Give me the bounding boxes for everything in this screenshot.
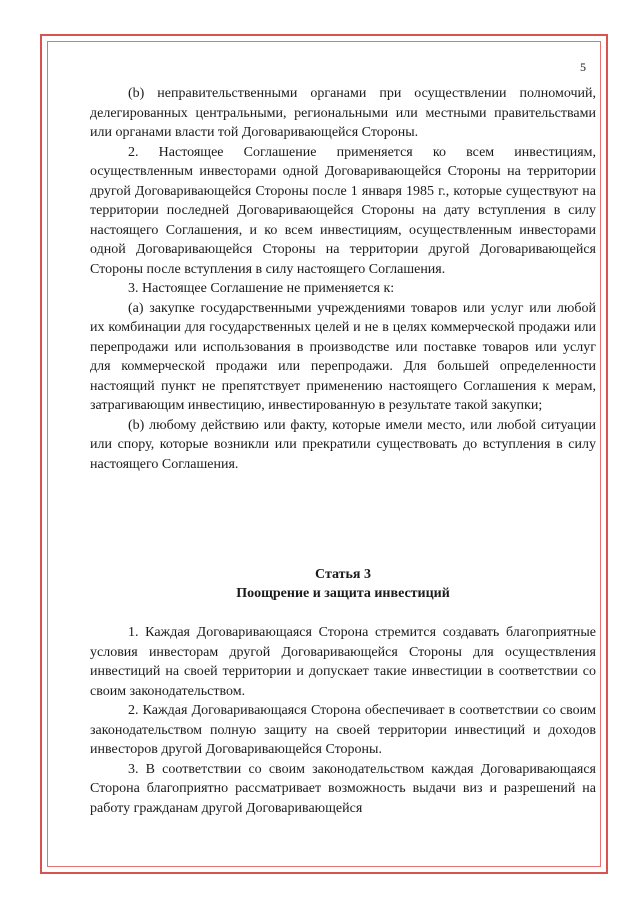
article3-paragraph-2: 2. Каждая Договаривающаяся Сторона обеспечивает в соответствии со своим законодательством полную защиту на своей территории инвестиций и доходов инвесторов другой Договаривающейся Стороны. bbox=[90, 703, 596, 757]
document-body-top bbox=[90, 84, 596, 474]
article3-paragraph-3: 3. В соответствии со своим законодательством каждая Договаривающаяся Сторона благоприятно рассматривает возможность выдачи виз и разрешений на работу гражданам другой Договаривающейся bbox=[90, 761, 596, 816]
article3-paragraph-1: 1. Каждая Договаривающаяся Сторона стремится создавать благоприятные условия инвесторам другой Договаривающейся Стороны для осуществления инвестиций на своей территории и допускает такие инвестиции в соответствии со своим законодательством. bbox=[90, 625, 596, 699]
article-title: Поощрение и защита инвестиций bbox=[236, 586, 450, 601]
paragraph-3b: (b) любому действию или факту, которые имели место, или любой ситуации или спору, которые возникли или прекратили существовать до вступления в силу настоящего Соглашения. bbox=[90, 417, 596, 472]
paragraph-2: 2. Настоящее Соглашение применяется ко всем инвестициям, осуществленным инвесторами одной Договаривающейся Стороны на территории другой Договаривающейся Стороны после 1 января 1985 г., которые существуют на территории последней Договаривающейся Стороны на дату вступления в силу настоящего Соглашения, и ко всем инвестициям, осуществленным инвесторами одной Договаривающейся Стороны на территории другой Договаривающейся Стороны после вступления в силу настоящего Соглашения. bbox=[90, 144, 596, 277]
document-body-bottom bbox=[90, 623, 596, 818]
paragraph-3: 3. Настоящее Соглашение не применяется к: bbox=[128, 281, 395, 296]
paragraph-1b: (b) неправительственными органами при осуществлении полномочий, делегированных центральными, региональными или местными правительствами или органами власти той Договаривающейся Стороны. bbox=[90, 86, 596, 140]
paragraph-3a: (a) закупке государственными учреждениями товаров или услуг или любой их комбинации для государственных целей и не в целях коммерческой продажи или перепродажи или использования в производстве или поставке товаров или услуг для коммерческой продажи или перепродажи. Для большей определенности настоящий пункт не препятствует применению настоящего Соглашения к мерам, затрагивающим инвестицию, инвестированную в результате такой закупки; bbox=[90, 300, 596, 413]
article-number: Статья 3 bbox=[315, 567, 371, 582]
page-number: 5 bbox=[580, 60, 586, 74]
